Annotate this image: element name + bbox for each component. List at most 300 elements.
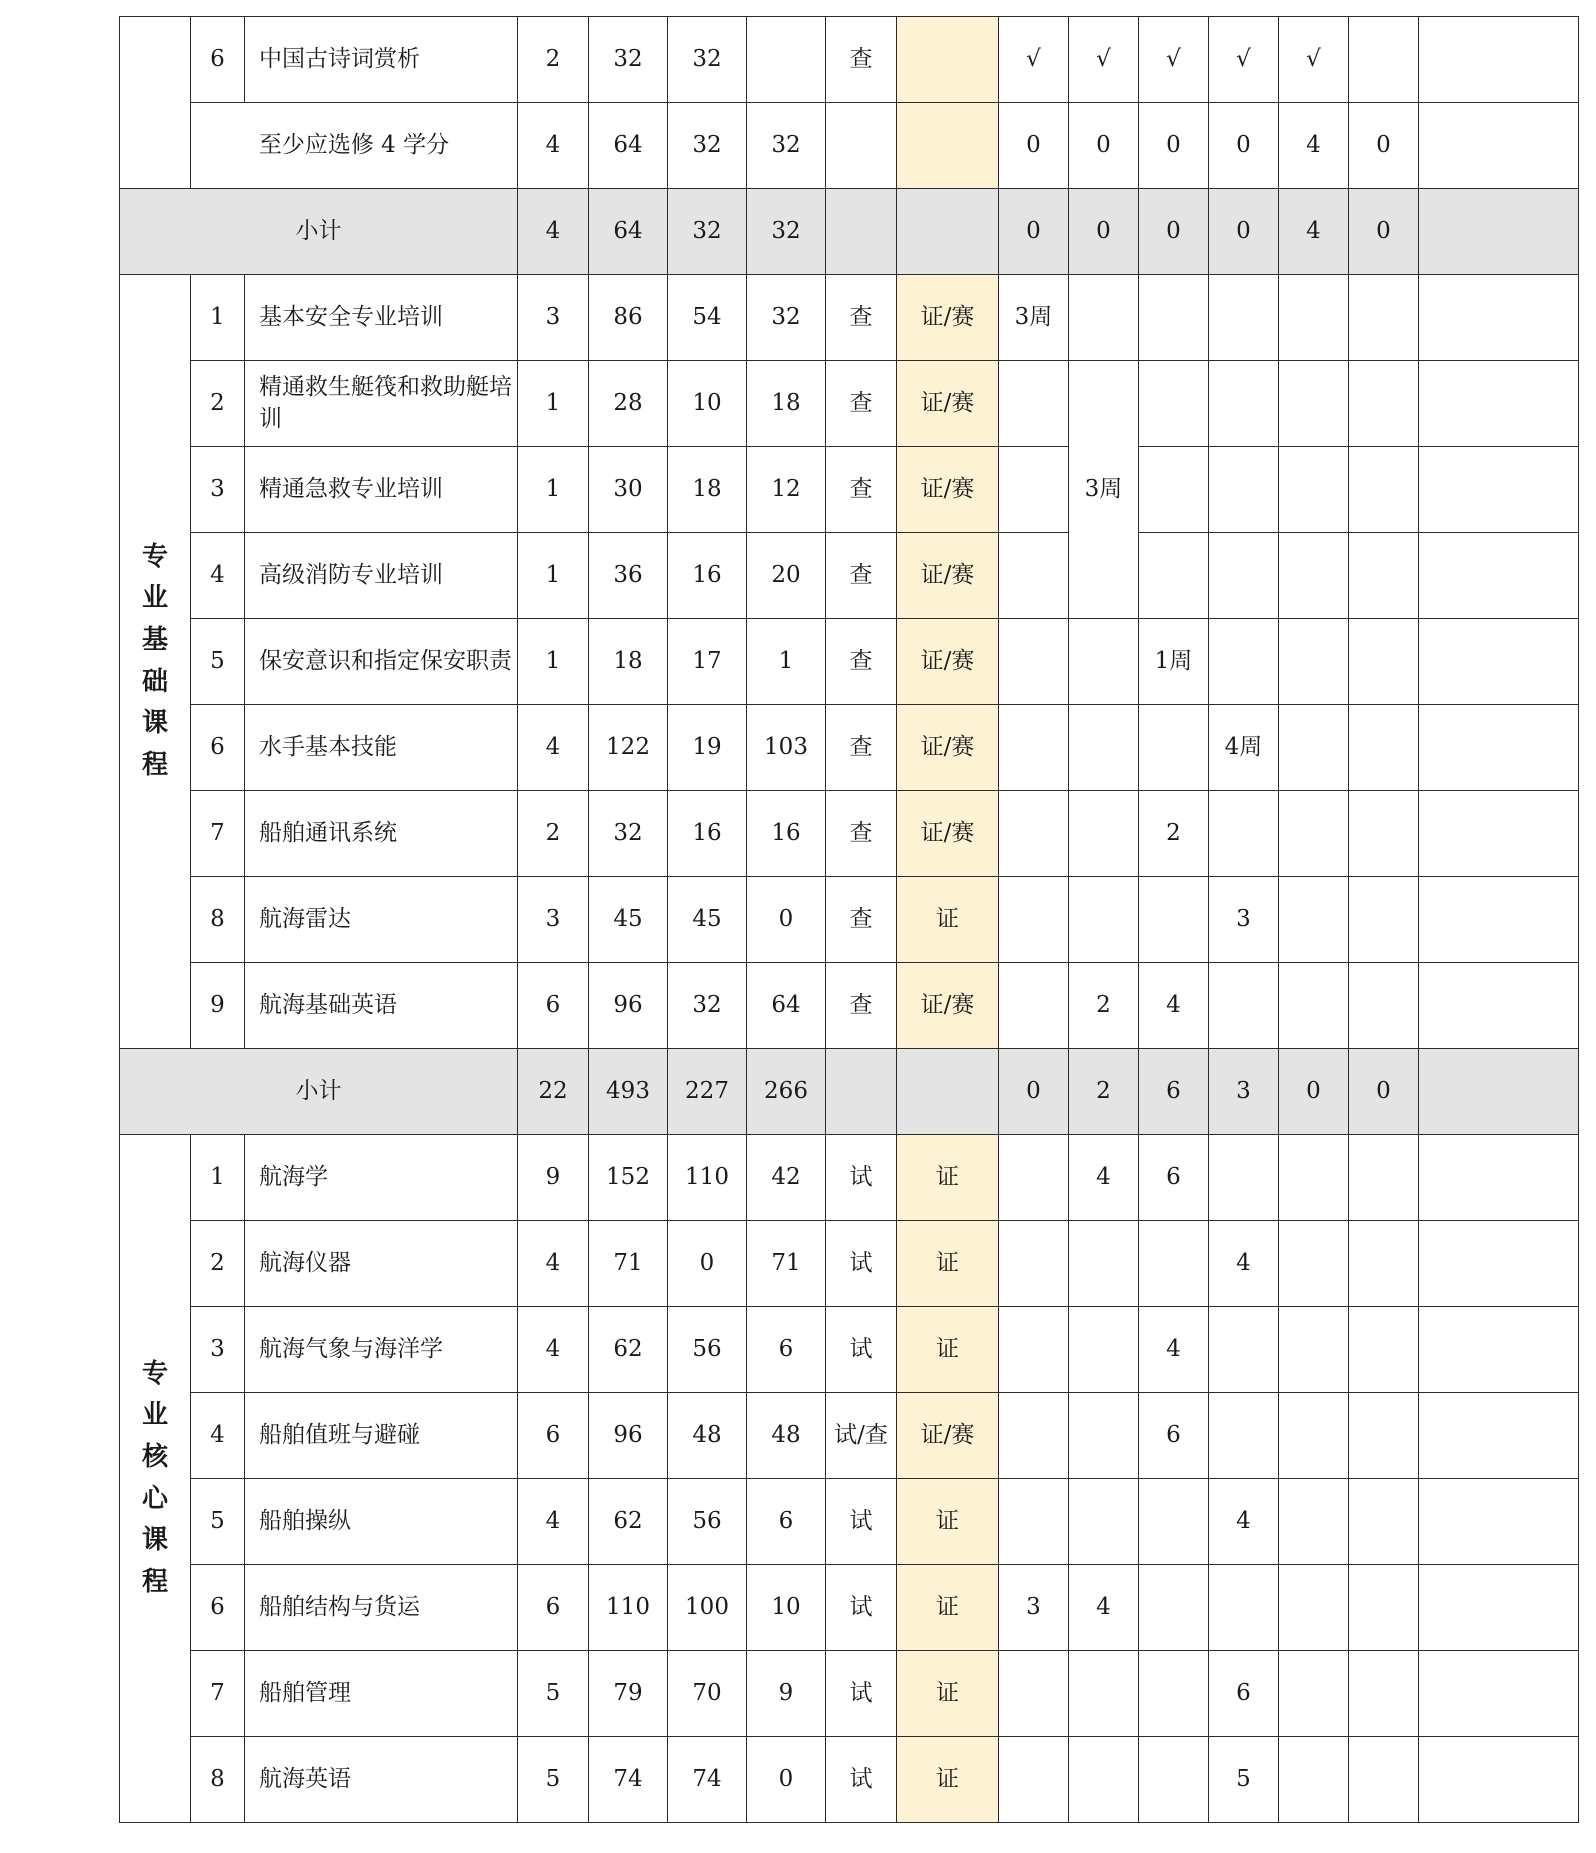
course-name: 船舶值班与避碰 [245,1393,518,1479]
hours-cell: 28 [589,361,668,447]
practice-hours-cell: 32 [747,103,826,189]
hours-cell: 79 [589,1651,668,1737]
exam-type-cell: 查 [826,791,897,877]
row-number: 4 [191,1393,245,1479]
min-credit-label: 至少应选修 4 学分 [191,103,518,189]
exam-type-cell: 查 [826,17,897,103]
semester-cell [1349,1393,1419,1479]
semester-cell [999,1737,1069,1823]
credits-cell: 4 [518,1221,589,1307]
table-row [120,1393,1579,1479]
exam-type-cell: 试 [826,1135,897,1221]
semester-cell [999,619,1069,705]
cert-cell: 证/赛 [897,705,999,791]
exam-type-cell [826,189,897,275]
semester-cell [1209,791,1279,877]
semester-cell [1419,1651,1579,1737]
table-row [120,791,1579,877]
semester-cell [1209,1565,1279,1651]
exam-type-cell: 查 [826,877,897,963]
practice-hours-cell: 18 [747,361,826,447]
semester-cell: 0 [1069,103,1139,189]
row-number: 5 [191,1479,245,1565]
semester-cell [1279,705,1349,791]
credits-cell: 1 [518,447,589,533]
cert-cell: 证 [897,1135,999,1221]
semester-cell: √ [1279,17,1349,103]
table-row [120,1565,1579,1651]
theory-hours-cell: 110 [668,1135,747,1221]
row-number: 7 [191,791,245,877]
semester-cell: 0 [1209,103,1279,189]
semester-cell [1279,963,1349,1049]
theory-hours-cell: 56 [668,1307,747,1393]
semester-cell [1349,1737,1419,1823]
table-row [120,17,1579,103]
credits-cell: 5 [518,1651,589,1737]
theory-hours-cell: 16 [668,791,747,877]
credits-cell: 2 [518,17,589,103]
cert-cell: 证 [897,1651,999,1737]
semester-cell [1279,533,1349,619]
exam-type-cell: 试 [826,1565,897,1651]
semester-cell: 2 [1069,1049,1139,1135]
semester-cell [1069,275,1139,361]
table-row [120,103,1579,189]
semester-cell [1069,1737,1139,1823]
semester-cell [1419,705,1579,791]
semester-cell [1069,705,1139,791]
semester-cell [999,1307,1069,1393]
practice-hours-cell: 6 [747,1479,826,1565]
cert-cell [897,189,999,275]
theory-hours-cell: 32 [668,17,747,103]
cert-cell: 证 [897,1307,999,1393]
table-row [120,1479,1579,1565]
semester-cell [1349,361,1419,447]
semester-cell [1279,1135,1349,1221]
course-name: 航海学 [245,1135,518,1221]
semester-cell [1349,1565,1419,1651]
semester-cell [1209,1135,1279,1221]
row-number: 4 [191,533,245,619]
semester-cell [999,791,1069,877]
semester-cell: 4 [1139,1307,1209,1393]
table-body [120,17,1579,1823]
semester-cell [1419,963,1579,1049]
semester-cell: √ [1069,17,1139,103]
row-number: 5 [191,619,245,705]
semester-cell: 5 [1209,1737,1279,1823]
category-label: 专业基础课程 [142,541,169,780]
semester-cell: 2 [1069,963,1139,1049]
cert-cell: 证/赛 [897,791,999,877]
semester-cell: 6 [1139,1135,1209,1221]
semester-cell [999,1221,1069,1307]
table-row [120,361,1579,447]
credits-cell: 9 [518,1135,589,1221]
row-number: 9 [191,963,245,1049]
practice-hours-cell: 12 [747,447,826,533]
theory-hours-cell: 32 [668,189,747,275]
theory-hours-cell: 0 [668,1221,747,1307]
semester-cell [1279,791,1349,877]
semester-cell [1419,17,1579,103]
semester-cell [1209,1393,1279,1479]
practice-hours-cell: 10 [747,1565,826,1651]
semester-cell: 4 [1069,1565,1139,1651]
semester-cell [1069,1307,1139,1393]
theory-hours-cell: 74 [668,1737,747,1823]
course-name: 船舶操纵 [245,1479,518,1565]
semester-cell: 4 [1139,963,1209,1049]
hours-cell: 64 [589,103,668,189]
exam-type-cell: 试 [826,1479,897,1565]
cert-cell [897,1049,999,1135]
course-name: 航海仪器 [245,1221,518,1307]
course-name: 航海雷达 [245,877,518,963]
credits-cell: 4 [518,189,589,275]
semester-cell [1349,877,1419,963]
course-name: 水手基本技能 [245,705,518,791]
course-name: 船舶管理 [245,1651,518,1737]
semester-cell [1139,533,1209,619]
semester-cell [1349,1221,1419,1307]
credits-cell: 1 [518,533,589,619]
semester-cell: 4 [1209,1479,1279,1565]
exam-type-cell: 查 [826,705,897,791]
semester-cell [1419,447,1579,533]
hours-cell: 86 [589,275,668,361]
semester-cell [999,1393,1069,1479]
semester-cell [1349,705,1419,791]
credits-cell: 4 [518,705,589,791]
hours-cell: 18 [589,619,668,705]
semester-cell [1069,1651,1139,1737]
semester-cell: 1周 [1139,619,1209,705]
row-number: 8 [191,877,245,963]
cert-cell: 证 [897,1565,999,1651]
semester-cell: 0 [999,189,1069,275]
practice-hours-cell: 16 [747,791,826,877]
table-row [120,1135,1579,1221]
hours-cell: 110 [589,1565,668,1651]
semester-cell [1069,619,1139,705]
practice-hours-cell: 42 [747,1135,826,1221]
semester-cell [1209,619,1279,705]
exam-type-cell: 查 [826,533,897,619]
course-name: 航海气象与海洋学 [245,1307,518,1393]
semester-cell: 0 [1279,1049,1349,1135]
semester-cell: 3 [1209,877,1279,963]
credits-cell: 5 [518,1737,589,1823]
table-row [120,1221,1579,1307]
practice-hours-cell: 0 [747,1737,826,1823]
semester-cell [1069,791,1139,877]
hours-cell: 96 [589,1393,668,1479]
exam-type-cell: 试/查 [826,1393,897,1479]
category-cell [120,17,191,189]
category-cell [120,275,191,1049]
table-row [120,1737,1579,1823]
semester-cell: 3 [999,1565,1069,1651]
semester-cell [1209,275,1279,361]
semester-cell [1419,1221,1579,1307]
curriculum-table [119,16,1579,1823]
course-name: 航海英语 [245,1737,518,1823]
hours-cell: 71 [589,1221,668,1307]
subtotal-row [120,1049,1579,1135]
subtotal-label: 小计 [120,189,518,275]
semester-cell [1349,1307,1419,1393]
exam-type-cell: 查 [826,447,897,533]
semester-cell [1139,1737,1209,1823]
row-number: 2 [191,1221,245,1307]
row-number: 3 [191,1307,245,1393]
semester-cell: 4 [1209,1221,1279,1307]
semester-cell [999,361,1069,447]
semester-cell: 0 [1349,189,1419,275]
semester-cell: 2 [1139,791,1209,877]
semester-cell: 0 [1209,189,1279,275]
cert-cell: 证/赛 [897,619,999,705]
semester-cell [1419,1307,1579,1393]
theory-hours-cell: 32 [668,963,747,1049]
semester-cell [1209,447,1279,533]
semester-cell [1139,1479,1209,1565]
course-name: 保安意识和指定保安职责 [245,619,518,705]
semester-cell [1279,1737,1349,1823]
cert-cell: 证/赛 [897,1393,999,1479]
exam-type-cell [826,1049,897,1135]
semester-cell: 6 [1139,1049,1209,1135]
practice-hours-cell: 266 [747,1049,826,1135]
theory-hours-cell: 32 [668,103,747,189]
table-row [120,705,1579,791]
credits-cell: 3 [518,877,589,963]
hours-cell: 32 [589,791,668,877]
table-row [120,877,1579,963]
credits-cell: 1 [518,361,589,447]
exam-type-cell: 查 [826,275,897,361]
semester-cell: 4 [1069,1135,1139,1221]
semester-cell [1279,447,1349,533]
semester-cell: √ [1139,17,1209,103]
semester-cell: 3周 [1069,361,1139,619]
semester-cell [999,1479,1069,1565]
hours-cell: 30 [589,447,668,533]
practice-hours-cell: 6 [747,1307,826,1393]
semester-cell: 0 [1139,103,1209,189]
credits-cell: 4 [518,1307,589,1393]
semester-cell [1279,1565,1349,1651]
semester-cell: 0 [1139,189,1209,275]
category-label: 专业核心课程 [142,1358,169,1597]
cert-cell: 证/赛 [897,361,999,447]
semester-cell [1349,1651,1419,1737]
semester-cell [1139,705,1209,791]
hours-cell: 64 [589,189,668,275]
semester-cell [1419,1479,1579,1565]
exam-type-cell: 查 [826,361,897,447]
row-number: 1 [191,1135,245,1221]
semester-cell [1139,1651,1209,1737]
semester-cell [1279,877,1349,963]
semester-cell [1419,533,1579,619]
table-row [120,619,1579,705]
exam-type-cell: 试 [826,1651,897,1737]
semester-cell: 0 [999,103,1069,189]
theory-hours-cell: 10 [668,361,747,447]
semester-cell [1419,189,1579,275]
table-row [120,275,1579,361]
semester-cell: 6 [1139,1393,1209,1479]
semester-cell [999,1651,1069,1737]
table-row [120,533,1579,619]
semester-cell: 4 [1279,189,1349,275]
exam-type-cell: 查 [826,963,897,1049]
credits-cell: 22 [518,1049,589,1135]
row-number: 6 [191,705,245,791]
semester-cell [999,1135,1069,1221]
cert-cell: 证/赛 [897,275,999,361]
theory-hours-cell: 18 [668,447,747,533]
semester-cell: 3 [1209,1049,1279,1135]
semester-cell [1349,791,1419,877]
semester-cell [1419,1737,1579,1823]
semester-cell [1209,361,1279,447]
semester-cell [1349,533,1419,619]
semester-cell [1419,791,1579,877]
semester-cell [999,705,1069,791]
practice-hours-cell: 0 [747,877,826,963]
semester-cell [1209,1307,1279,1393]
cert-cell: 证/赛 [897,447,999,533]
exam-type-cell: 试 [826,1221,897,1307]
credits-cell: 3 [518,275,589,361]
practice-hours-cell: 32 [747,275,826,361]
cert-cell: 证 [897,1479,999,1565]
semester-cell [1139,1565,1209,1651]
cert-cell: 证 [897,1221,999,1307]
cert-cell: 证 [897,1737,999,1823]
hours-cell: 36 [589,533,668,619]
semester-cell [1069,1479,1139,1565]
semester-cell [1279,275,1349,361]
credits-cell: 2 [518,791,589,877]
semester-cell: 4周 [1209,705,1279,791]
course-name: 基本安全专业培训 [245,275,518,361]
exam-type-cell: 试 [826,1307,897,1393]
semester-cell [1279,1651,1349,1737]
semester-cell [999,533,1069,619]
table-row [120,447,1579,533]
row-number: 3 [191,447,245,533]
course-name: 高级消防专业培训 [245,533,518,619]
exam-type-cell: 试 [826,1737,897,1823]
exam-type-cell: 查 [826,619,897,705]
semester-cell [1209,533,1279,619]
semester-cell [1349,963,1419,1049]
semester-cell [1279,1479,1349,1565]
row-number: 8 [191,1737,245,1823]
semester-cell [1279,1393,1349,1479]
semester-cell [1349,447,1419,533]
course-name: 船舶通讯系统 [245,791,518,877]
theory-hours-cell: 100 [668,1565,747,1651]
semester-cell [1349,17,1419,103]
semester-cell [1279,1307,1349,1393]
semester-cell [1349,1135,1419,1221]
credits-cell: 6 [518,963,589,1049]
course-name: 精通急救专业培训 [245,447,518,533]
row-number: 6 [191,17,245,103]
semester-cell [1419,1393,1579,1479]
semester-cell [1419,275,1579,361]
credits-cell: 4 [518,103,589,189]
semester-cell [1419,1565,1579,1651]
subtotal-label: 小计 [120,1049,518,1135]
hours-cell: 62 [589,1479,668,1565]
row-number: 1 [191,275,245,361]
semester-cell [1139,361,1209,447]
cert-cell: 证/赛 [897,963,999,1049]
semester-cell: 0 [1349,1049,1419,1135]
credits-cell: 4 [518,1479,589,1565]
semester-cell [1419,361,1579,447]
theory-hours-cell: 17 [668,619,747,705]
semester-cell [999,963,1069,1049]
semester-cell [1419,1135,1579,1221]
hours-cell: 152 [589,1135,668,1221]
course-name: 中国古诗词赏析 [245,17,518,103]
category-cell [120,1135,191,1823]
cert-cell: 证 [897,877,999,963]
semester-cell: 3周 [999,275,1069,361]
semester-cell [1139,447,1209,533]
semester-cell: 0 [1349,103,1419,189]
semester-cell [1069,877,1139,963]
table-row [120,1307,1579,1393]
subtotal-row [120,189,1579,275]
hours-cell: 96 [589,963,668,1049]
theory-hours-cell: 19 [668,705,747,791]
theory-hours-cell: 48 [668,1393,747,1479]
credits-cell: 1 [518,619,589,705]
semester-cell [1349,275,1419,361]
semester-cell [1279,619,1349,705]
semester-cell: √ [1209,17,1279,103]
hours-cell: 32 [589,17,668,103]
row-number: 6 [191,1565,245,1651]
semester-cell [999,877,1069,963]
semester-cell [1279,361,1349,447]
hours-cell: 493 [589,1049,668,1135]
semester-cell [1139,275,1209,361]
semester-cell [1139,1221,1209,1307]
semester-cell [1139,877,1209,963]
semester-cell: 0 [999,1049,1069,1135]
hours-cell: 62 [589,1307,668,1393]
course-name: 精通救生艇筏和救助艇培训 [245,361,518,447]
semester-cell: 4 [1279,103,1349,189]
semester-cell: 6 [1209,1651,1279,1737]
practice-hours-cell: 71 [747,1221,826,1307]
semester-cell [1279,1221,1349,1307]
row-number: 7 [191,1651,245,1737]
table-row [120,963,1579,1049]
theory-hours-cell: 45 [668,877,747,963]
